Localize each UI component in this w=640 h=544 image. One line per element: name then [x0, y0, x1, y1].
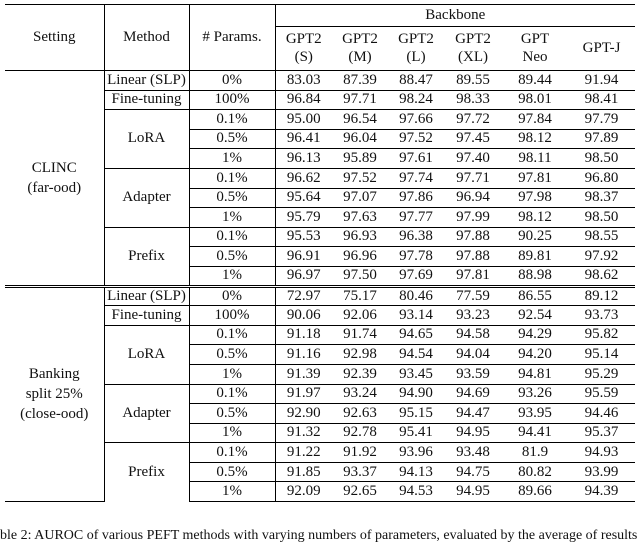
value-cell: 98.55 [568, 227, 635, 247]
value-cell: 91.85 [275, 462, 332, 482]
method-cell: LoRA [104, 110, 189, 169]
value-cell: 93.37 [332, 462, 388, 482]
header-model-size: (XL) [458, 48, 488, 65]
value-cell: 95.53 [275, 227, 332, 247]
header-model [332, 27, 388, 71]
results-table [5, 4, 635, 502]
params-cell: 0.1% [189, 384, 275, 404]
header-model [388, 27, 444, 71]
value-cell: 94.29 [502, 325, 568, 345]
value-cell: 94.20 [502, 345, 568, 365]
value-cell: 91.18 [275, 325, 332, 345]
value-cell: 95.82 [568, 325, 635, 345]
value-cell: 93.59 [444, 364, 502, 384]
header-model [568, 27, 635, 71]
setting-label: (far-ood) [27, 179, 82, 196]
value-cell: 92.06 [332, 306, 388, 326]
params-cell: 0.5% [189, 247, 275, 267]
value-cell: 94.90 [388, 384, 444, 404]
value-cell: 97.71 [332, 90, 388, 110]
params-cell: 0.1% [189, 325, 275, 345]
value-cell: 97.07 [332, 188, 388, 208]
value-cell: 92.65 [332, 482, 388, 502]
value-cell: 91.97 [275, 384, 332, 404]
value-cell: 97.63 [332, 208, 388, 228]
header-model [502, 27, 568, 71]
method-cell: LoRA [104, 325, 189, 384]
value-cell: 96.04 [332, 129, 388, 149]
value-cell: 97.50 [332, 266, 388, 286]
value-cell: 97.79 [568, 110, 635, 130]
params-cell: 1% [189, 364, 275, 384]
value-cell: 93.14 [388, 306, 444, 326]
value-cell: 96.97 [275, 266, 332, 286]
value-cell: 97.40 [444, 149, 502, 169]
header-model [275, 27, 332, 71]
value-cell: 90.06 [275, 306, 332, 326]
value-cell: 88.47 [388, 71, 444, 91]
value-cell: 96.13 [275, 149, 332, 169]
params-cell: 1% [189, 266, 275, 286]
params-cell: 0.1% [189, 227, 275, 247]
method-cell: Prefix [104, 443, 189, 502]
value-cell: 75.17 [332, 286, 388, 306]
value-cell: 93.26 [502, 384, 568, 404]
header-model-name: GPT2 [342, 31, 378, 48]
value-cell: 81.9 [502, 443, 568, 463]
params-cell: 0.5% [189, 404, 275, 424]
value-cell: 97.61 [388, 149, 444, 169]
params-cell: 0.5% [189, 462, 275, 482]
value-cell: 93.73 [568, 306, 635, 326]
value-cell: 89.55 [444, 71, 502, 91]
value-cell: 94.46 [568, 404, 635, 424]
value-cell: 97.66 [388, 110, 444, 130]
value-cell: 91.94 [568, 71, 635, 91]
header-model-name: GPT2 [455, 31, 491, 48]
value-cell: 93.45 [388, 364, 444, 384]
value-cell: 98.12 [502, 129, 568, 149]
value-cell: 87.39 [332, 71, 388, 91]
value-cell: 89.12 [568, 286, 635, 306]
table-row [5, 286, 635, 306]
value-cell: 95.89 [332, 149, 388, 169]
params-cell: 100% [189, 306, 275, 326]
value-cell: 96.62 [275, 168, 332, 188]
value-cell: 97.84 [502, 110, 568, 130]
value-cell: 95.64 [275, 188, 332, 208]
value-cell: 97.69 [388, 266, 444, 286]
value-cell: 91.74 [332, 325, 388, 345]
value-cell: 93.24 [332, 384, 388, 404]
value-cell: 72.97 [275, 286, 332, 306]
value-cell: 98.11 [502, 149, 568, 169]
params-cell: 100% [189, 90, 275, 110]
value-cell: 98.50 [568, 149, 635, 169]
value-cell: 91.92 [332, 443, 388, 463]
value-cell: 95.29 [568, 364, 635, 384]
value-cell: 97.74 [388, 168, 444, 188]
value-cell: 95.41 [388, 423, 444, 443]
value-cell: 98.41 [568, 90, 635, 110]
value-cell: 98.24 [388, 90, 444, 110]
value-cell: 94.81 [502, 364, 568, 384]
header-model-name: GPT2 [285, 31, 322, 48]
header-model-name: GPT [520, 31, 550, 48]
value-cell: 93.95 [502, 404, 568, 424]
value-cell: 94.93 [568, 443, 635, 463]
value-cell: 96.91 [275, 247, 332, 267]
header-setting: Setting [5, 5, 104, 71]
value-cell: 92.63 [332, 404, 388, 424]
setting-label: split 25% [25, 386, 83, 403]
value-cell: 97.99 [444, 208, 502, 228]
value-cell: 98.37 [568, 188, 635, 208]
setting-cell [5, 286, 104, 502]
value-cell: 94.75 [444, 462, 502, 482]
value-cell: 94.58 [444, 325, 502, 345]
value-cell: 97.45 [444, 129, 502, 149]
value-cell: 96.93 [332, 227, 388, 247]
table-caption: ble 2: AUROC of various PEFT methods with varying numbers of parameters, evaluated by the average of results [0, 528, 638, 543]
params-cell: 0% [189, 286, 275, 306]
value-cell: 94.69 [444, 384, 502, 404]
value-cell: 95.37 [568, 423, 635, 443]
value-cell: 96.80 [568, 168, 635, 188]
value-cell: 92.90 [275, 404, 332, 424]
method-cell: Fine-tuning [104, 90, 189, 110]
params-cell: 0% [189, 71, 275, 91]
value-cell: 98.33 [444, 90, 502, 110]
value-cell: 97.77 [388, 208, 444, 228]
value-cell: 77.59 [444, 286, 502, 306]
value-cell: 90.25 [502, 227, 568, 247]
value-cell: 94.54 [388, 345, 444, 365]
table-header [5, 5, 635, 71]
value-cell: 83.03 [275, 71, 332, 91]
value-cell: 91.39 [275, 364, 332, 384]
value-cell: 94.47 [444, 404, 502, 424]
params-cell: 1% [189, 482, 275, 502]
setting-cell [5, 71, 104, 287]
value-cell: 91.16 [275, 345, 332, 365]
value-cell: 97.88 [444, 247, 502, 267]
table-row [5, 71, 635, 91]
value-cell: 93.23 [444, 306, 502, 326]
header-model-name: GPT2 [398, 31, 434, 48]
value-cell: 94.95 [444, 423, 502, 443]
value-cell: 98.50 [568, 208, 635, 228]
header-backbone: Backbone [275, 5, 635, 27]
params-cell: 0.1% [189, 168, 275, 188]
value-cell: 96.38 [388, 227, 444, 247]
value-cell: 94.39 [568, 482, 635, 502]
value-cell: 89.81 [502, 247, 568, 267]
value-cell: 94.04 [444, 345, 502, 365]
value-cell: 97.88 [444, 227, 502, 247]
header-model-name: GPT-J [582, 39, 621, 56]
value-cell: 97.52 [388, 129, 444, 149]
value-cell: 97.78 [388, 247, 444, 267]
value-cell: 98.12 [502, 208, 568, 228]
method-cell: Fine-tuning [104, 306, 189, 326]
value-cell: 98.62 [568, 266, 635, 286]
value-cell: 80.82 [502, 462, 568, 482]
value-cell: 91.32 [275, 423, 332, 443]
value-cell: 86.55 [502, 286, 568, 306]
value-cell: 94.65 [388, 325, 444, 345]
header-model-size: (M) [348, 48, 372, 65]
value-cell: 93.99 [568, 462, 635, 482]
value-cell: 96.84 [275, 90, 332, 110]
value-cell: 96.41 [275, 129, 332, 149]
setting-label: Banking [28, 365, 80, 382]
header-model [444, 27, 502, 71]
value-cell: 96.94 [444, 188, 502, 208]
value-cell: 93.48 [444, 443, 502, 463]
method-cell: Adapter [104, 168, 189, 227]
header-model-size: (L) [406, 48, 426, 65]
value-cell: 97.89 [568, 129, 635, 149]
value-cell: 97.86 [388, 188, 444, 208]
value-cell: 92.39 [332, 364, 388, 384]
value-cell: 97.92 [568, 247, 635, 267]
value-cell: 94.95 [444, 482, 502, 502]
value-cell: 95.14 [568, 345, 635, 365]
value-cell: 89.66 [502, 482, 568, 502]
value-cell: 95.00 [275, 110, 332, 130]
value-cell: 98.01 [502, 90, 568, 110]
value-cell: 97.52 [332, 168, 388, 188]
value-cell: 97.71 [444, 168, 502, 188]
value-cell: 92.54 [502, 306, 568, 326]
method-cell: Linear (SLP) [104, 71, 189, 91]
value-cell: 91.22 [275, 443, 332, 463]
params-cell: 0.5% [189, 129, 275, 149]
method-cell: Linear (SLP) [104, 286, 189, 306]
params-cell: 0.1% [189, 443, 275, 463]
value-cell: 97.98 [502, 188, 568, 208]
params-cell: 1% [189, 423, 275, 443]
header-model-size: Neo [522, 48, 548, 65]
params-cell: 1% [189, 149, 275, 169]
header-params: # Params. [189, 5, 275, 71]
value-cell: 95.79 [275, 208, 332, 228]
value-cell: 97.81 [444, 266, 502, 286]
value-cell: 92.78 [332, 423, 388, 443]
value-cell: 94.53 [388, 482, 444, 502]
header-model-size: (S) [294, 48, 313, 65]
value-cell: 94.41 [502, 423, 568, 443]
value-cell: 93.96 [388, 443, 444, 463]
params-cell: 1% [189, 208, 275, 228]
value-cell: 97.72 [444, 110, 502, 130]
value-cell: 92.09 [275, 482, 332, 502]
value-cell: 80.46 [388, 286, 444, 306]
method-cell: Adapter [104, 384, 189, 443]
value-cell: 96.96 [332, 247, 388, 267]
table-body [5, 71, 635, 502]
value-cell: 92.98 [332, 345, 388, 365]
value-cell: 96.54 [332, 110, 388, 130]
method-cell: Prefix [104, 227, 189, 286]
value-cell: 88.98 [502, 266, 568, 286]
setting-label: (close-ood) [20, 406, 89, 423]
value-cell: 95.15 [388, 404, 444, 424]
value-cell: 97.81 [502, 168, 568, 188]
value-cell: 89.44 [502, 71, 568, 91]
params-cell: 0.1% [189, 110, 275, 130]
params-cell: 0.5% [189, 345, 275, 365]
value-cell: 95.59 [568, 384, 635, 404]
setting-label: CLINC [31, 159, 77, 176]
value-cell: 94.13 [388, 462, 444, 482]
params-cell: 0.5% [189, 188, 275, 208]
header-method: Method [104, 5, 189, 71]
